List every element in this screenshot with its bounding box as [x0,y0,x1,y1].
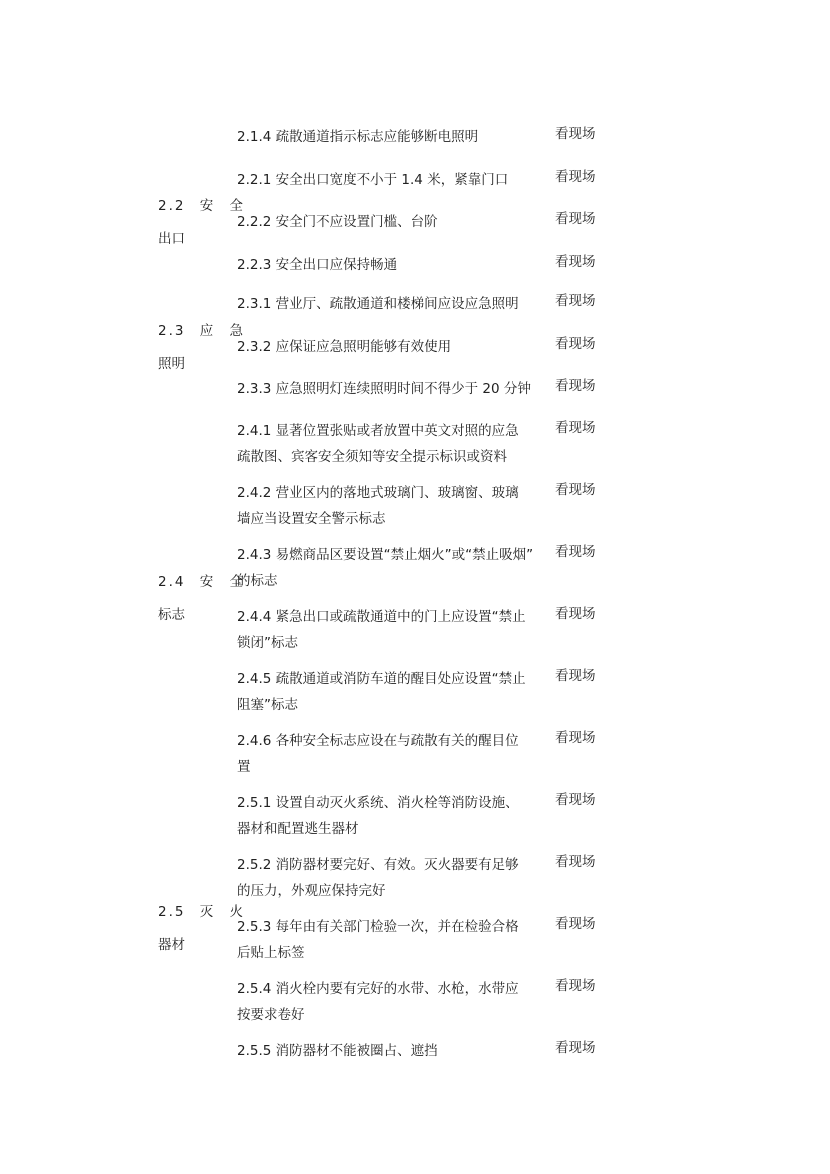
check-method: 看现场 [555,730,596,746]
category-line1: 2.3 应 急 [158,323,246,339]
check-method: 看现场 [555,916,596,932]
description-line: 器材和配置逃生器材 [237,821,359,837]
description-line: 2.4.1 显著位置张贴或者放置中英文对照的应急 [237,423,519,439]
check-method: 看现场 [555,668,596,684]
item-description [237,124,547,150]
description-line: 2.4.3 易燃商品区要设置“禁止烟火”或“禁止吸烟” [237,547,534,563]
check-method: 看现场 [555,544,596,560]
description-line: 的标志 [237,573,278,589]
description-line: 2.4.4 紧急出口或疏散通道中的门上应设置“禁止 [237,609,526,625]
item-description [237,728,547,780]
item-description [237,666,547,718]
check-method: 看现场 [555,482,596,498]
check-method: 看现场 [555,254,596,270]
check-method: 看现场 [555,420,596,436]
category-label [158,566,245,632]
item-description [237,209,547,235]
check-method: 看现场 [555,978,596,994]
check-method: 看现场 [555,293,596,309]
item-description [237,418,547,470]
item-description [237,604,547,656]
item-description [237,334,547,360]
item-description [237,914,547,966]
category-line2: 标志 [158,607,185,623]
category-line2: 出口 [158,231,185,247]
item-description [237,252,547,278]
description-line: 2.4.6 各种安全标志应设在与疏散有关的醒目位 [237,733,519,749]
description-line: 墙应当设置安全警示标志 [237,511,386,527]
check-method: 看现场 [555,336,596,352]
category-label [158,315,245,381]
category-label [158,896,245,962]
item-description [237,376,547,402]
description-line: 的压力，外观应保持完好 [237,883,386,899]
description-line: 2.3.2 应保证应急照明能够有效使用 [237,339,452,355]
item-description [237,291,547,317]
check-method: 看现场 [555,792,596,808]
category-label [158,190,245,256]
check-method: 看现场 [555,211,596,227]
category-line1: 2.4 安 全 [158,574,246,590]
check-method: 看现场 [555,606,596,622]
description-line: 2.5.3 每年由有关部门检验一次，并在检验合格 [237,919,519,935]
description-line: 按要求卷好 [237,1007,305,1023]
item-description [237,852,547,904]
description-line: 锁闭”标志 [237,635,298,651]
category-line1: 2.5 灭 火 [158,904,246,920]
item-description [237,790,547,842]
description-line: 2.2.2 安全门不应设置门槛、台阶 [237,214,438,230]
description-line: 2.3.3 应急照明灯连续照明时间不得少于 20 分钟 [237,381,531,397]
description-line: 2.4.5 疏散通道或消防车道的醒目处应设置“禁止 [237,671,526,687]
description-line: 2.2.1 安全出口宽度不小于 1.4 米，紧靠门口 [237,172,509,188]
description-line: 2.5.4 消火栓内要有完好的水带、水枪，水带应 [237,981,519,997]
description-line: 疏散图、宾客安全须知等安全提示标识或资料 [237,449,507,465]
item-description [237,976,547,1028]
description-line: 2.4.2 营业区内的落地式玻璃门、玻璃窗、玻璃 [237,485,519,501]
check-method: 看现场 [555,126,596,142]
item-description [237,1038,547,1064]
description-line: 2.5.2 消防器材要完好、有效。灭火器要有足够 [237,857,519,873]
description-line: 2.5.1 设置自动灭火系统、消火栓等消防设施、 [237,795,519,811]
item-description [237,480,547,532]
description-line: 2.2.3 安全出口应保持畅通 [237,257,398,273]
description-line: 2.3.1 营业厅、疏散通道和楼梯间应设应急照明 [237,296,519,312]
description-line: 后贴上标签 [237,945,305,961]
description-line: 2.5.5 消防器材不能被圈占、遮挡 [237,1043,438,1059]
check-method: 看现场 [555,169,596,185]
description-line: 2.1.4 疏散通道指示标志应能够断电照明 [237,129,479,145]
check-method: 看现场 [555,378,596,394]
category-line1: 2.2 安 全 [158,198,246,214]
category-line2: 照明 [158,356,185,372]
description-line: 置 [237,759,251,775]
item-description [237,542,547,594]
item-description [237,167,547,193]
check-method: 看现场 [555,854,596,870]
category-line2: 器材 [158,937,185,953]
check-method: 看现场 [555,1040,596,1056]
description-line: 阻塞”标志 [237,697,298,713]
